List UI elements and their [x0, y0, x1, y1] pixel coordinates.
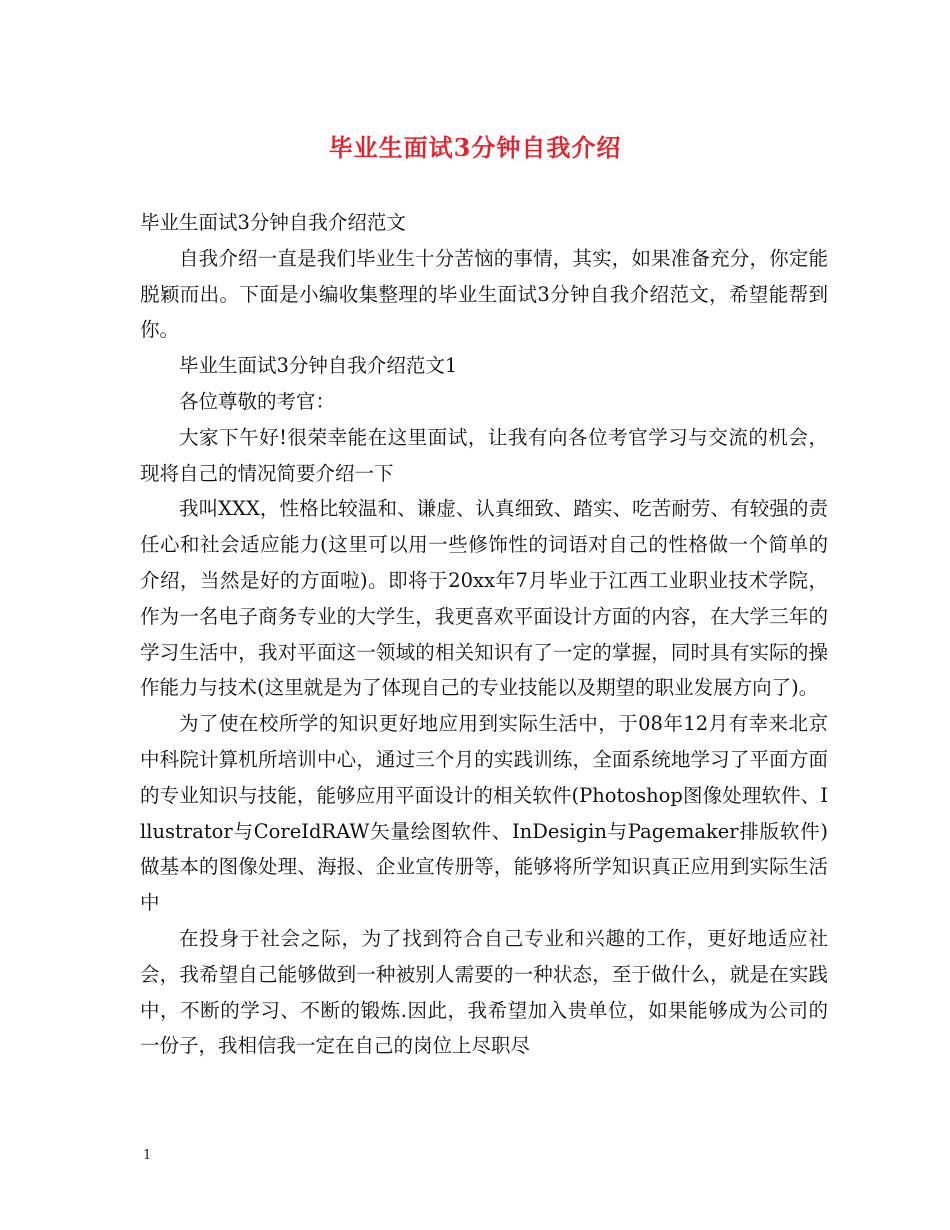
- paragraph-greeting: 各位尊敬的考官：: [179, 389, 336, 413]
- document-body: [140, 205, 828, 1064]
- paragraph-personal-info: 我叫XXX，性格比较温和、谦虚、认真细致、踏实、吃苦耐劳、有较强的责任心和社会适应能力(这里可以用一些修饰性的词语对自己的性格做一个简单的介绍，当然是好的方面啦)。即将于20xx年7月毕业于江西工业职业技术学院，作为一名电子商务专业的大学生，我更喜欢平面设计方面的内容，在大学三年的学习生活中，我对平面这一领域的相关知识有了一定的掌握，同时具有实际的操作能力与技术(这里就是为了体现自己的专业技能以及期望的职业发展方向了)。: [140, 497, 828, 700]
- paragraph-intro: 自我介绍一直是我们毕业生十分苦恼的事情，其实，如果准备充分，你定能脱颖而出。下面是小编收集整理的毕业生面试3分钟自我介绍范文，希望能帮到你。: [140, 246, 828, 342]
- document-title: 毕业生面试3分钟自我介绍: [328, 133, 622, 162]
- paragraph-training: 为了使在校所学的知识更好地应用到实际生活中，于08年12月有幸来北京中科院计算机所培训中心，通过三个月的实践训练，全面系统地学习了平面方面的专业知识与技能，能够应用平面设计的相关软件(Photoshop图像处理软件、Illustrator与CoreIdRAW矢量绘图软件、InDesigin与Pagemaker排版软件)做基本的图像处理、海报、企业宣传册等，能够将所学知识真正应用到实际生活中: [140, 712, 828, 915]
- paragraph-subtitle: 毕业生面试3分钟自我介绍范文: [140, 211, 406, 234]
- paragraph-opening: 大家下午好!很荣幸能在这里面试，让我有向各位考官学习与交流的机会，现将自己的情况简要介绍一下: [140, 425, 828, 485]
- page-number: 1: [143, 1148, 152, 1163]
- paragraph-sample-heading: 毕业生面试3分钟自我介绍范文1: [179, 354, 458, 378]
- paragraph-career-goal: 在投身于社会之际，为了找到符合自己专业和兴趣的工作，更好地适应社会，我希望自己能够做到一种被别人需要的一种状态，至于做什么，就是在实践中，不断的学习、不断的锻炼.因此，我希望加入贵单位，如果能够成为公司的一份子，我相信我一定在自己的岗位上尽职尽: [140, 926, 828, 1058]
